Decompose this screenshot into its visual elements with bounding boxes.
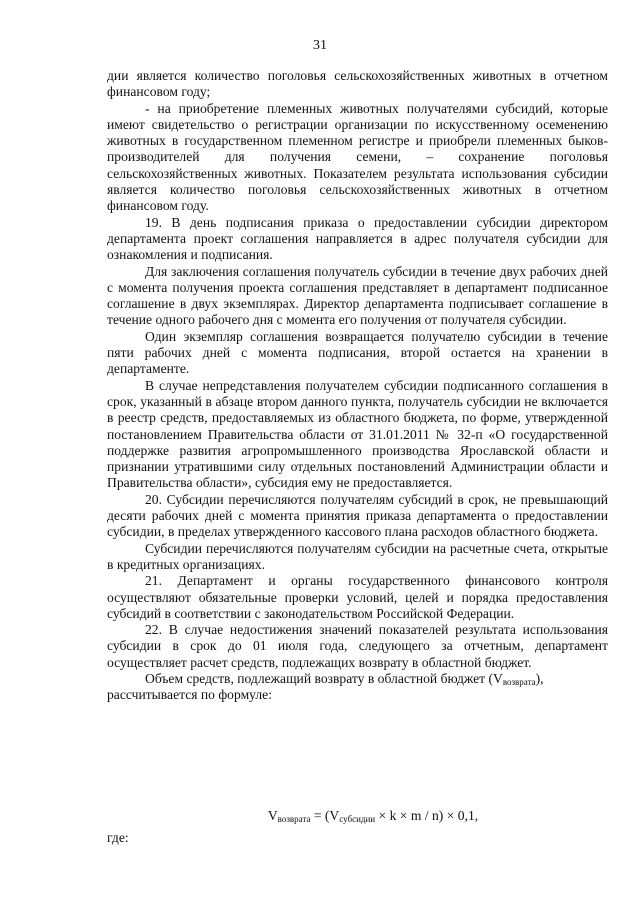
paragraph: дии является количество поголовья сельскохозяйственных животных в отчетном финансовом году; [107, 68, 608, 100]
formula-eq: = (V [310, 808, 340, 823]
body-text [107, 68, 608, 704]
paragraph: 20. Субсидии перечисляются получателям субсидий в срок, не превышающий десяти рабочих дней с момента принятия приказа департамента о предоставлении субсидии, в пределах утвержденного кассового плана расходов областного бюджета. [107, 491, 608, 540]
paragraph: Субсидии перечисляются получателям субсидии на расчетные счета, открытые в кредитных организациях. [107, 540, 608, 572]
paragraph: В случае непредставления получателем субсидии подписанного соглашения в срок, указанный в абзаце втором данного пункта, получатель субсидии не включается в реестр средств, предоставляемых из областного бюджета, по форме, утвержденной постановлением Правительства области от 31.01.2011 № 32-п «О государственной поддержке развития агропромышленного производства Ярославской области и признании утратившими силу отдельных постановлений Администрации области и Правительства области», субсидия ему не предоставляется. [107, 377, 608, 491]
formula-intro-tail: ), [535, 670, 544, 686]
paragraph: 19. В день подписания приказа о предоставлении субсидии директором департамента проект соглашения направляется в адрес получателя субсидии для ознакомления и подписания. [107, 214, 608, 263]
where-label: где: [107, 830, 129, 845]
page-number: 31 [313, 38, 327, 53]
paragraph: 22. В случае недостижения значений показателей результата использования субсидии в срок до 01 июля года, следующего за отчетным, департамент осуществляет расчет средств, подлежащих возврату в областной бюджет. [107, 622, 608, 670]
formula-rest: × k × m / n) × 0,1, [375, 808, 479, 823]
formula-intro-line2: рассчитывается по формуле: [107, 687, 272, 703]
formula-v2-sub: субсидии [339, 814, 376, 824]
paragraph: Один экземпляр соглашения возвращается получателю субсидии в течение пяти рабочих дней с момента подписания, второй остается на хранении в департаменте. [107, 328, 608, 377]
formula-intro-text: Объем средств, подлежащий возврату в областной бюджет (V [145, 670, 503, 686]
formula-v: V [267, 808, 278, 823]
formula [0, 808, 640, 824]
formula-intro-sub: возврата [502, 676, 536, 687]
paragraph: 21. Департамент и органы государственного финансового контроля осуществляют обязательные проверки условий, целей и порядка предоставления субсидий в соответствии с законодательством Российской Федерации. [107, 573, 608, 621]
paragraph: - на приобретение племенных животных получателями субсидий, которые имеют свидетельство о регистрации организации по искусственному осеменению животных в государственном племенном регистре и приобрели племенных быков-производителей для получения семени, – сохранение поголовья сельскохозяйственных животных. Показателем результата использования субсидии является количество поголовья сельскохозяйственных животных в отчетном финансовом году. [107, 100, 608, 214]
formula-v-sub: возврата [277, 814, 311, 824]
formula-intro [107, 671, 608, 687]
paragraph: Для заключения соглашения получатель субсидии в течение двух рабочих дней с момента получения проекта соглашения представляет в департамент подписанное соглашение в двух экземплярах. Директор департамента подписывает соглашение в течение одного рабочего дня с момента его получения от получателя субсидии. [107, 263, 608, 328]
